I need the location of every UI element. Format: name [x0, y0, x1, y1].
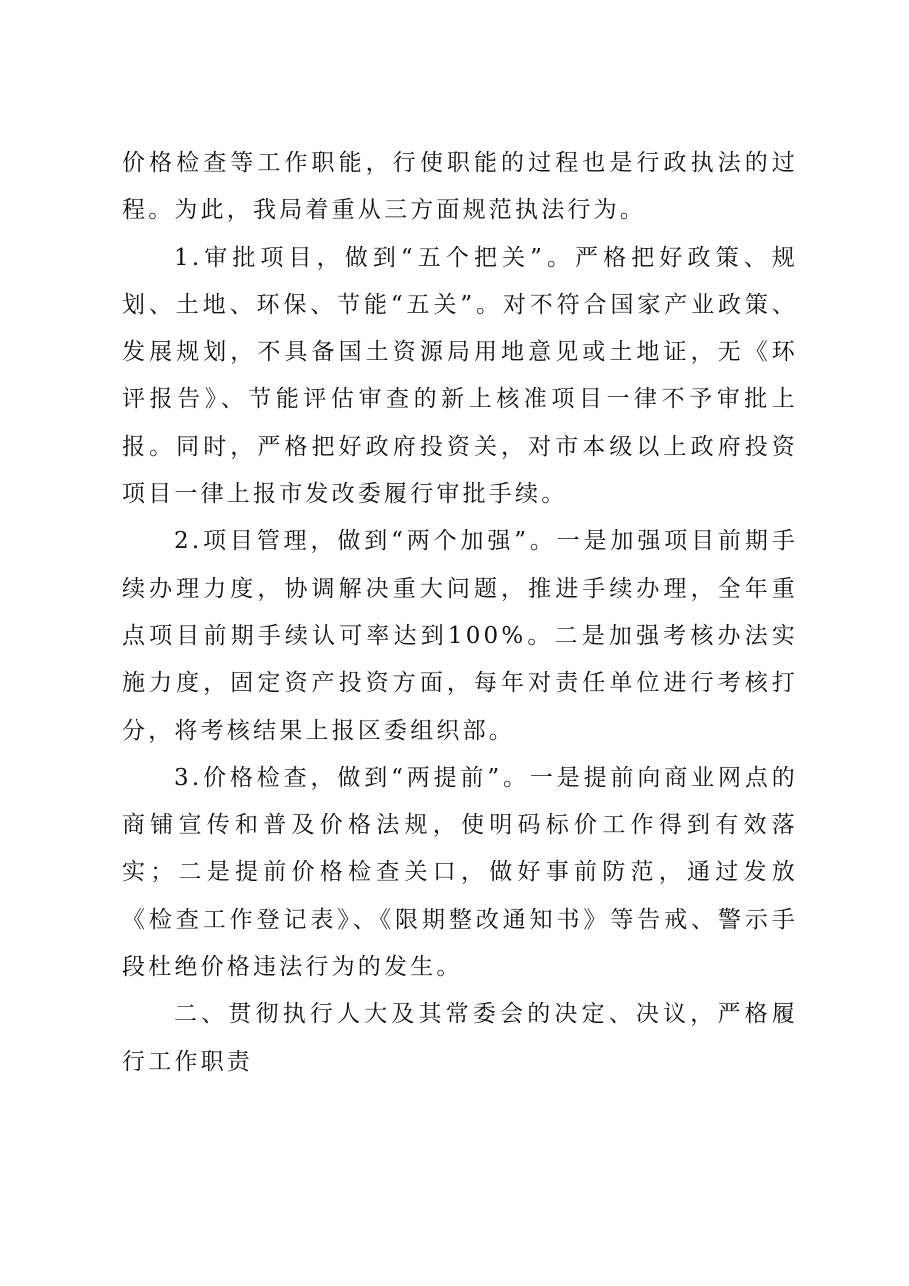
document-body [122, 140, 798, 1086]
paragraph-intro: 价格检查等工作职能，行使职能的过程也是行政执法的过程。为此，我局着重从三方面规范执法行为。 [122, 150, 798, 224]
paragraph-item-1: 1.审批项目，做到“五个把关”。严格把好政策、规划、土地、环保、节能“五关”。对不符合国家产业政策、发展规划，不具备国土资源局用地意见或土地证，无《环评报告》、节能评估审查的新上核准项目一律不予审批上报。同时，严格把好政府投资关，对市本级以上政府投资项目一律上报市发改委履行审批手续。 [122, 244, 798, 508]
paragraph-item-2: 2.项目管理，做到“两个加强”。一是加强项目前期手续办理力度，协调解决重大问题，推进手续办理，全年重点项目前期手续认可率达到100%。二是加强考核办法实施力度，固定资产投资方面，每年对责任单位进行考核打分，将考核结果上报区委组织部。 [122, 528, 798, 744]
section-heading-2: 二、贯彻执行人大及其常委会的决定、决议，严格履行工作职责 [122, 1001, 798, 1075]
paragraph-item-3: 3.价格检查，做到“两提前”。一是提前向商业网点的商铺宣传和普及价格法规，使明码标价工作得到有效落实；二是提前价格检查关口，做好事前防范，通过发放《检查工作登记表》、《限期整改通知书》等告戒、警示手段杜绝价格违法行为的发生。 [122, 764, 798, 981]
